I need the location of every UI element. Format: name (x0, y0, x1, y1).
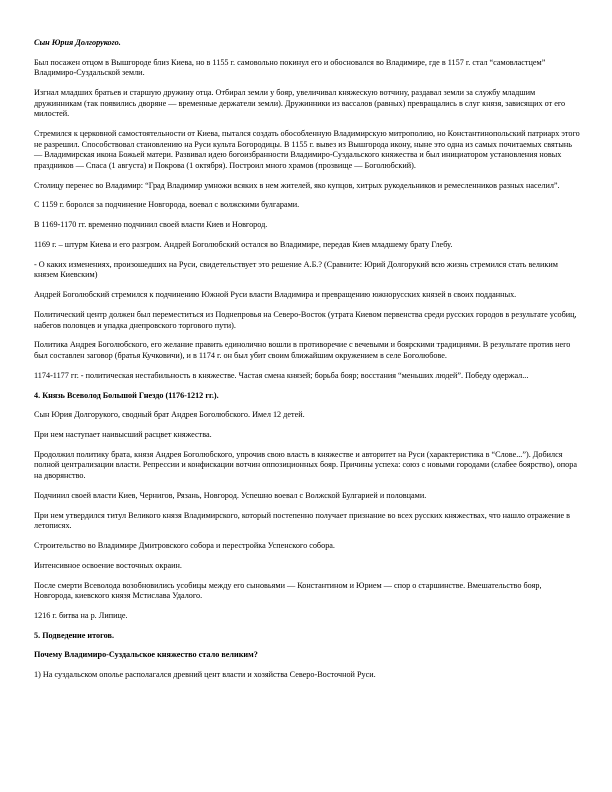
question-heading: Почему Владимиро-Суздальское княжество стало великим? (34, 650, 258, 660)
paragraph: Строительство во Владимире Дмитровского собора и перестройка Успенского собора. (34, 540, 335, 550)
paragraph: - О каких изменениях, произошедших на Руси, свидетельствует это решение А.Б.? (Сравните: Юрий Долгорукий всю жизнь стремился стать великим князем Киевским) (34, 259, 558, 280)
paragraph: Был посажен отцом в Вышгороде близ Киева, но в 1155 г. самовольно покинул его и обосновался во Владимире, где в 1157 г. стал “самовластцем” Владимиро-Суздальской земли. (34, 57, 546, 78)
section-heading: 5. Подведение итогов. (34, 630, 114, 640)
paragraph: Продолжил политику брата, князя Андрея Боголюбского, упрочив свою власть в княжестве и авторитет на Руси (характеристика в “Слове...”). Добился полной централизации власти. Репрессии и конфискации вотчин оппозиционных бояр. Причины успеха: союз с новыми городами (слабее боярство), опора на дворянство. (34, 449, 577, 481)
document-page (34, 38, 582, 690)
paragraph: Политика Андрея Боголюбского, его желание править единолично вошли в противоречие с вечевыми и боярскими традициями. В результате против него был составлен заговор (братья Кучковичи), и в 1174 г. он был убит своим ближайшим окружением в селе Боголюбове. (34, 340, 571, 360)
paragraph: Андрей Боголюбский стремился к подчинению Южной Руси власти Владимира и превращению южнорусских князей в своих подданных. (34, 290, 517, 300)
paragraph: Подчинил своей власти Киев, Чернигов, Рязань, Новгород. Успешно воевал с Волжской Булгарией и половцами. (34, 490, 427, 500)
section-heading: Сын Юрия Долгорукого. (34, 38, 121, 47)
paragraph: При нем наступает наивысший расцвет княжества. (34, 430, 212, 440)
paragraph: Стремился к церковной самостоятельности от Киева, пытался создать обособленную Владимирскую митрополию, но Константинопольский патриарх этого не разрешил. Способствовал становлению на Руси культа Богородицы. В 1155 г. вывез из Вышгорода икону, ныне это одна из самых почитаемых святынь — Владимирская икона Божьей матери. Развивал идею богоизбранности Владимиро-Суздальского княжества и был инициатором установления новых праздников — Спаса (1 августа) и Покрова (1 октября). Построил много храмов (прозвище — Боголюбский). (34, 129, 580, 170)
paragraph: В 1169-1170 гг. временно подчинил своей власти Киев и Новгород. (34, 220, 268, 230)
paragraph: Изгнал младших братьев и старшую дружину отца. Отбирал земли у бояр, увеличивал княжескую вотчину, раздавал земли за службу младшим дружинникам (так появились дворяне — временные держатели земли). Дружинники из вассалов (равных) превращались в слуг князя, зависящих от его милостей. (34, 88, 566, 119)
section-heading: 4. Князь Всеволод Большой Гнездо (1176-1212 гг.). (34, 390, 219, 400)
paragraph: Сын Юрия Долгорукого, сводный брат Андрея Боголюбского. Имел 12 детей. (34, 410, 305, 420)
paragraph: 1169 г. – штурм Киева и его разгром. Андрей Боголюбский остался во Владимире, передав Киев младшему брату Глебу. (34, 240, 453, 250)
paragraph: После смерти Всеволода возобновились усобицы между его сыновьями — Константином и Юрием — спор о старшинстве. Вмешательство бояр, Новгорода, киевского князя Мстислава Удалого. (34, 580, 542, 601)
paragraph: При нем утвердился титул Великого князя Владимирского, который постепенно получает признание во всех русских княжествах, что нашло отражение в летописях. (34, 510, 571, 531)
paragraph: Политический центр должен был переместиться из Поднепровья на Северо-Восток (утрата Киевом первенства среди русских городов в результате усобиц, набегов половцев и упадка днепровского торгового пути). (34, 309, 577, 330)
paragraph: 1) На суздальском ополье располагался древний цент власти и хозяйства Северо-Восточной Руси. (34, 670, 376, 680)
paragraph: Столицу перенес во Владимир: “Град Владимир умножи всяких в нем жителей, яко купцов, хитрых рукодельников и ремесленников разных населил”. (34, 180, 560, 190)
paragraph: 1174-1177 гг. - политическая нестабильность в княжестве. Частая смена князей; борьба бояр; восстания “меньших людей”. Победу одержал... (34, 370, 529, 380)
paragraph: 1216 г. битва на р. Липице. (34, 610, 128, 620)
paragraph: С 1159 г. боролся за подчинение Новгорода, воевал с волжскими булгарами. (34, 200, 300, 210)
paragraph: Интенсивное освоение восточных окраин. (34, 560, 182, 570)
